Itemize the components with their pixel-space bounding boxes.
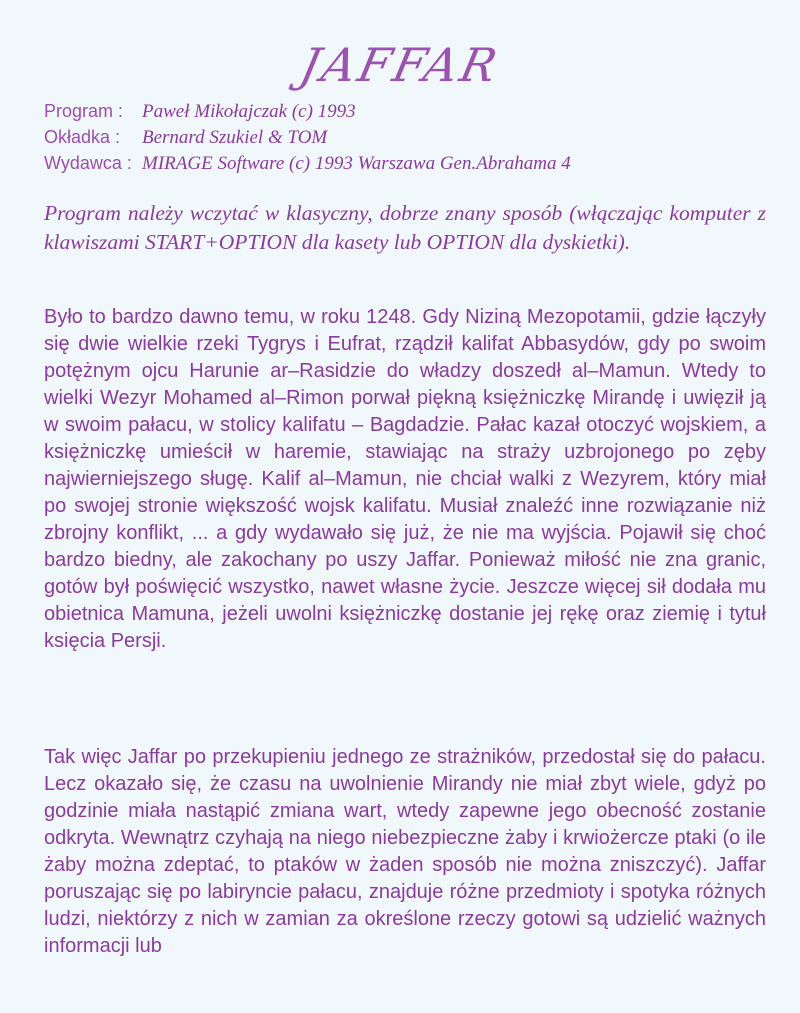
credit-row-publisher [44,150,571,176]
credit-row-program [44,98,571,124]
credit-label: Program : [44,101,124,121]
story-paragraph-1: Było to bardzo dawno temu, w roku 1248. Gdy Niziną Mezopotamii, gdzie łączyły się dwie wielkie rzeki Tygrys i Eufrat, rządził kalifat Abbasydów, gdy po swoim potężnym ojcu Harunie ar–Rasidzie do władzy doszedł al–Mamun. Wtedy to wielki Wezyr Mohamed al–Rimon porwał piękną księżniczkę Mirandę i uwięził ją w swoim pałacu, w stolicy kalifatu – Bagdadzie. Pałac kazał otoczyć wojskiem, a księżniczkę umieścił w haremie, stawiając na straży uzbrojonego po zęby najwierniejszego sługę. Kalif al–Mamun, nie chciał walki z Wezyrem, który miał po swojej stronie większość wojsk kalifatu. Musiał znaleźć inne rozwiązanie niż zbrojny konflikt, ... a gdy wydawało się już, że nie ma wyjścia. Pojawił się choć bardzo biedny, ale zakochany po uszy Jaffar. Ponieważ miłość nie zna granic, gotów był poświęcić wszystko, nawet własne życie. Jeszcze więcej sił dodała mu obietnica Mamuna, jeżeli uwolni księżniczkę dostanie jej rękę oraz ziemię i tytuł księcia Persji. [44,306,766,652]
credits-block [44,98,571,176]
credit-row-cover [44,124,571,150]
credit-value: Paweł Mikołajczak (c) 1993 [142,101,356,122]
credit-value: Bernard Szukiel & TOM [142,127,328,148]
credit-value: MIRAGE Software (c) 1993 Warszawa Gen.Abrahama 4 [142,153,571,174]
page-title: JAFFAR [295,38,505,92]
loading-instructions: Program należy wczytać w klasyczny, dobrze znany sposób (włączając komputer z klawiszami START+OPTION dla kasety lub OPTION dla dyskietki). [44,201,766,254]
story-paragraph-2: Tak więc Jaffar po przekupieniu jednego ze strażników, przedostał się do pałacu. Lecz okazało się, że czasu na uwolnienie Mirandy nie miał zbyt wiele, gdyż po godzinie miała nastąpić zmiana wart, wtedy zapewne jego obecność zostanie odkryta. Wewnątrz czyhają na niego niebezpieczne żaby i krwiożercze ptaki (o ile żaby można zdeptać, to ptaków w żaden sposób nie można zniszczyć). Jaffar poruszając się po labiryncie pałacu, znajduje różne przedmioty i spotyka różnych ludzi, niektórzy z nich w zamian za określone rzeczy gotowi są udzielić ważnych informacji lub [44,746,766,957]
credit-label: Wydawca : [44,153,132,173]
credit-label: Okładka : [44,127,121,147]
